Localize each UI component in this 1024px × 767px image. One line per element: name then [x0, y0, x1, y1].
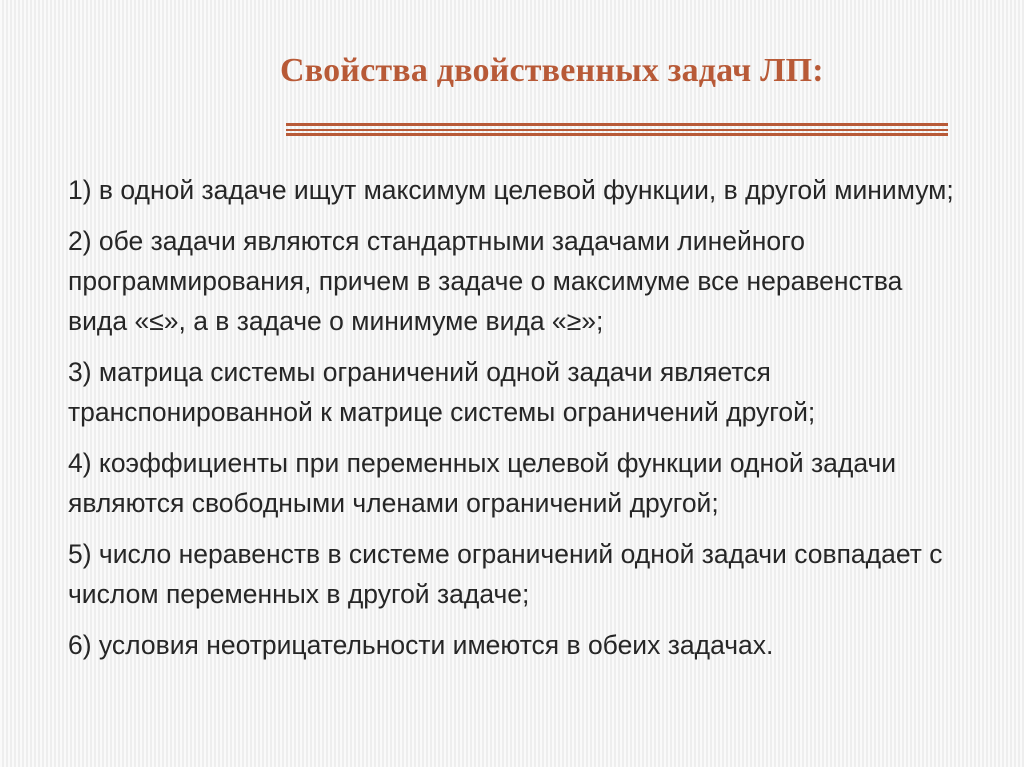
property-item-6: 6) условия неотрицательности имеются в обеих задачах.	[68, 630, 774, 660]
property-item-3: 3) матрица системы ограничений одной задачи является транспонированной к матрице системы ограничений другой;	[68, 357, 816, 427]
slide-title: Свойства двойственных задач ЛП:	[280, 52, 824, 89]
underline-line-bottom	[286, 133, 948, 136]
property-item-5: 5) число неравенств в системе ограничений одной задачи совпадает с числом переменных в другой задаче;	[68, 539, 943, 609]
properties-list	[68, 170, 968, 676]
property-item-2: 2) обе задачи являются стандартными задачами линейного программирования, причем в задаче о максимуме все неравенства вида «≤», а в задаче о минимуме вида «≥»;	[68, 226, 903, 336]
property-item-4: 4) коэффициенты при переменных целевой функции одной задачи являются свободными членами ограничений другой;	[68, 448, 897, 518]
title-underline	[286, 123, 948, 137]
underline-line-top	[286, 123, 948, 126]
property-item-1: 1) в одной задаче ищут максимум целевой функции, в другой минимум;	[68, 175, 954, 205]
underline-line-middle	[286, 129, 948, 131]
